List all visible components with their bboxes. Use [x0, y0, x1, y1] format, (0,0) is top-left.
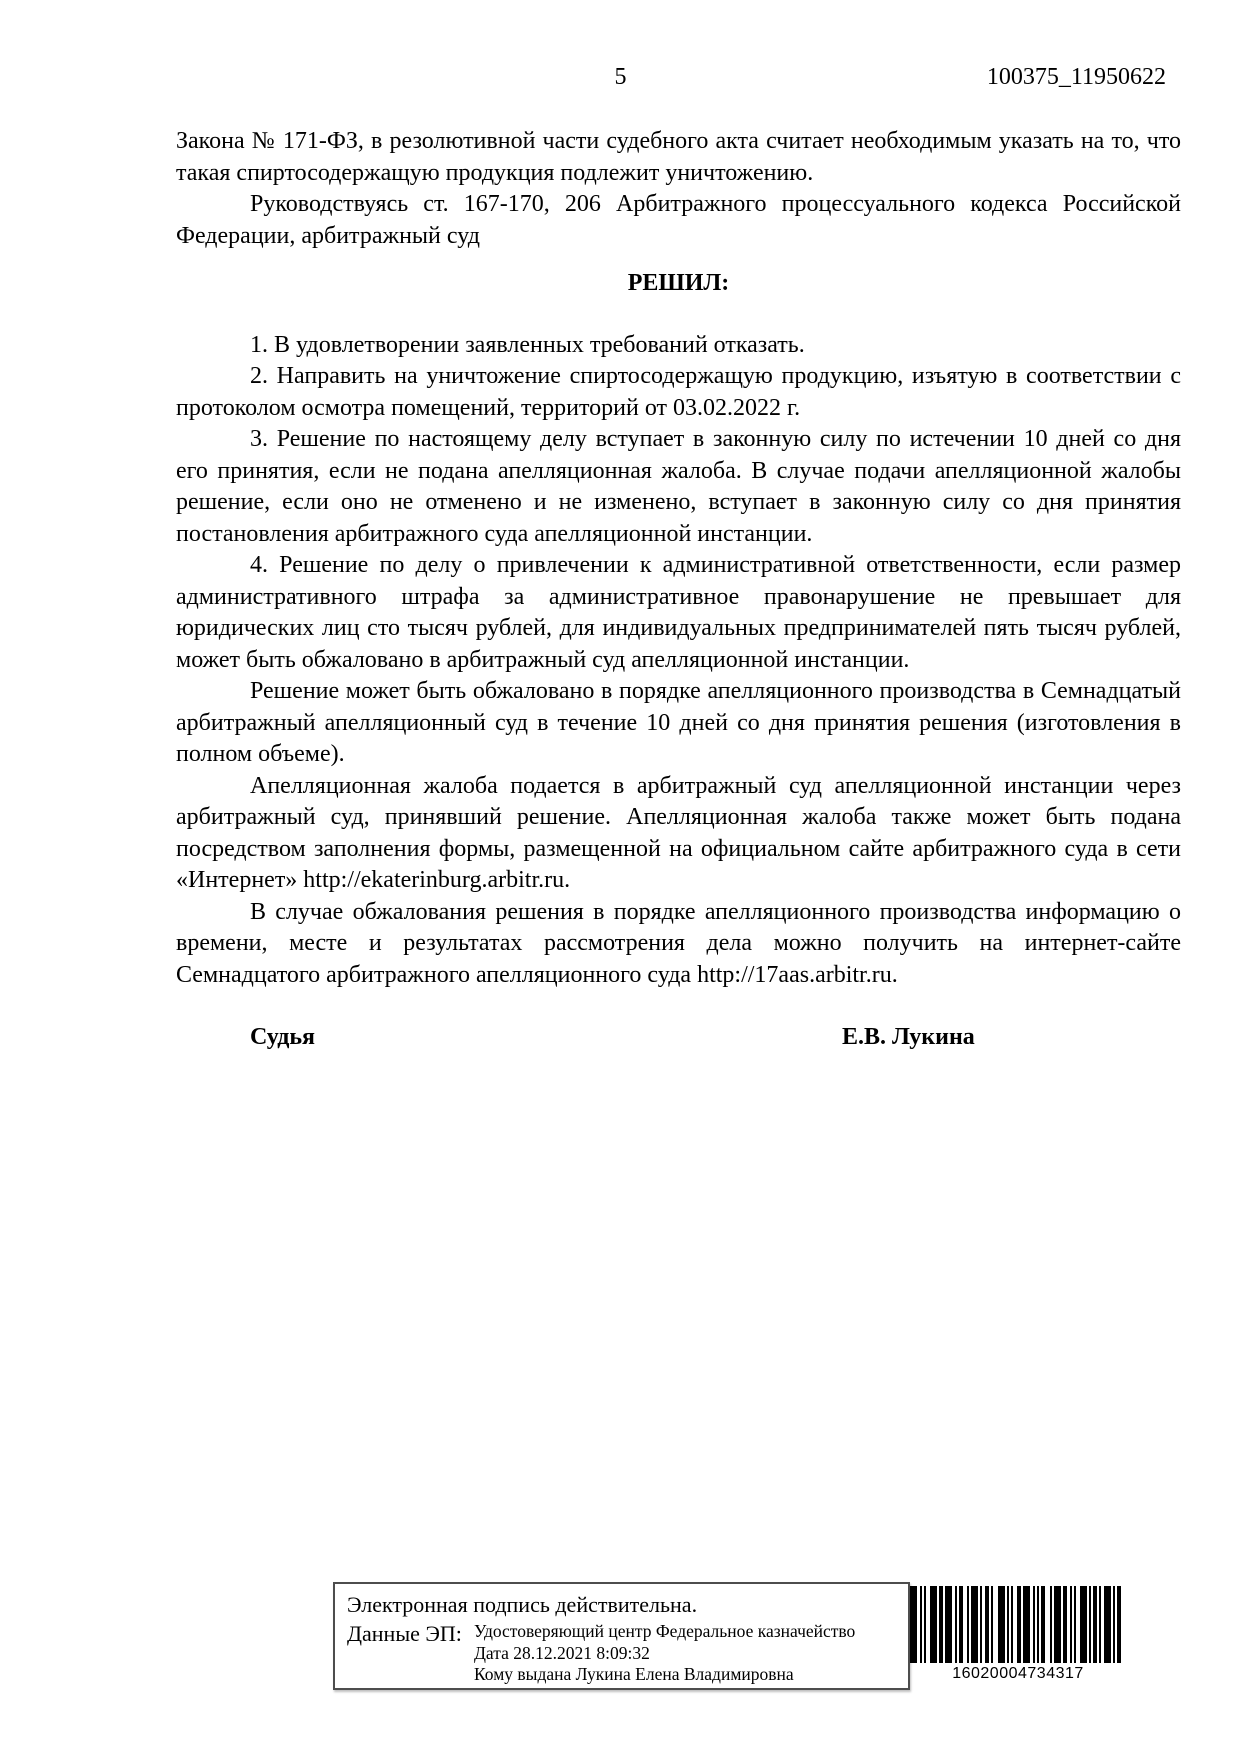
signature-date-line: Дата 28.12.2021 8:09:32 — [474, 1642, 650, 1663]
paragraph-ruling-intro: Руководствуясь ст. 167-170, 206 Арбитражного процессуального кодекса Российской Федерации, арбитражный суд — [176, 191, 1181, 249]
judge-role-label: Судья — [250, 1024, 316, 1050]
paragraph-appeal-filing: Апелляционная жалоба подается в арбитражный суд апелляционной инстанции через арбитражный суд, принявший решение. Апелляционная жалоба также может быть подана посредством заполнения формы, размещенной на официальном сайте арбитражного суда в сети «Интернет» http://ekaterinburg.arbitr.ru. — [176, 772, 1181, 893]
signature-data-label: Данные ЭП: — [347, 1621, 462, 1646]
electronic-signature-stamp — [333, 1582, 1126, 1690]
paragraph-continuation: Закона № 171-ФЗ, в резолютивной части судебного акта считает необходимым указать на то, что такая спиртосодержащую продукция подлежит уничтожению. — [176, 128, 1181, 186]
signature-row — [176, 1021, 1181, 1053]
barcode-number: 16020004734317 — [952, 1665, 1084, 1682]
certifying-authority-line: Удостоверяющий центр Федеральное казначейство — [474, 1621, 856, 1641]
resolution-item-1: 1. В удовлетворении заявленных требований отказать. — [250, 331, 805, 358]
resolution-item-3: 3. Решение по настоящему делу вступает в законную силу по истечении 10 дней со дня его принятия, если не подана апелляционная жалоба. В случае подачи апелляционной жалобы решение, если оно не отменено и не изменено, вступает в законную силу со дня принятия постановления арбитражного суда апелляционной инстанции. — [176, 426, 1181, 547]
resolution-item-2: 2. Направить на уничтожение спиртосодержащую продукцию, изъятую в соответствии с протоколом осмотра помещений, территорий от 03.02.2022 г. — [176, 363, 1181, 421]
issued-to-line: Кому выдана Лукина Елена Владимировна — [474, 1664, 794, 1684]
resolution-heading: РЕШИЛ: — [627, 270, 730, 296]
document-id: 100375_11950622 — [986, 64, 1166, 90]
signature-stamp-box — [333, 1582, 910, 1690]
barcode — [910, 1586, 1126, 1683]
paragraph-appeal-order: Решение может быть обжаловано в порядке апелляционного производства в Семнадцатый арбитражный апелляционный суд в течение 10 дней со дня принятия решения (изготовления в полном объеме). — [176, 678, 1181, 767]
signature-validity-text: Электронная подпись действительна. — [347, 1592, 698, 1617]
resolution-item-4: 4. Решение по делу о привлечении к административной ответственности, если размер административного штрафа за административное правонарушение не превышает для юридических лиц сто тысяч рублей, для индивидуальных предпринимателей пять тысяч рублей, может быть обжаловано в арбитражный суд апелляционной инстанции. — [176, 552, 1181, 673]
page-header — [0, 62, 1241, 92]
paragraph-appeal-info: В случае обжалования решения в порядке апелляционного производства информацию о времени, месте и результатах рассмотрения дела можно получить на интернет-сайте Семнадцатого арбитражного апелляционного суда http://17aas.arbitr.ru. — [176, 898, 1181, 988]
judge-name: Е.В. Лукина — [842, 1024, 975, 1050]
signature-details — [474, 1621, 855, 1686]
barcode-bars-icon — [910, 1586, 1126, 1663]
signature-data-row — [347, 1621, 908, 1686]
page-number: 5 — [614, 64, 627, 90]
document-body — [176, 126, 1181, 991]
